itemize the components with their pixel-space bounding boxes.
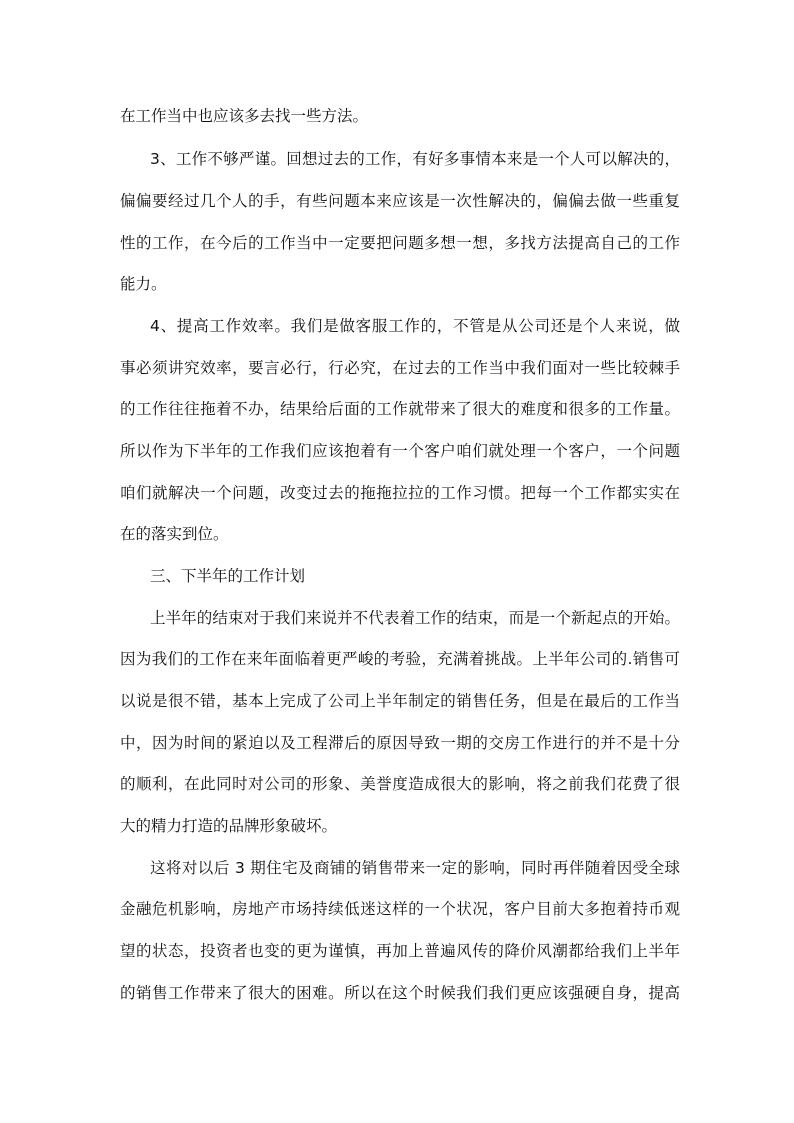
paragraph-line: 事必须讲究效率，要言必行，行必究，在过去的工作当中我们面对一些比较棘手 bbox=[120, 359, 680, 377]
paragraph-line: 能力。 bbox=[120, 275, 167, 293]
paragraph-line: 以说是很不错，基本上完成了公司上半年制定的销售任务，但是在最后的工作当 bbox=[120, 692, 680, 710]
paragraph-line: 望的状态，投资者也变的更为谨慎，再加上普遍风传的降价风潮都给我们上半年 bbox=[120, 942, 680, 960]
paragraph-line: 4、提高工作效率。我们是做客服工作的，不管是从公司还是个人来说，做 bbox=[150, 317, 680, 335]
paragraph-line: 的顺利，在此同时对公司的形象、美誉度造成很大的影响，将之前我们花费了很 bbox=[120, 775, 680, 793]
paragraph-line: 金融危机影响，房地产市场持续低迷这样的一个状况，客户目前大多抱着持币观 bbox=[120, 900, 680, 918]
paragraph-line: 3、工作不够严谨。回想过去的工作，有好多事情本来是一个人可以解决的， bbox=[150, 150, 680, 168]
section-heading: 三、下半年的工作计划 bbox=[150, 567, 306, 585]
paragraph-line: 因为我们的工作在来年面临着更严峻的考验，充满着挑战。上半年公司的.销售可 bbox=[120, 650, 680, 668]
paragraph-line: 的销售工作带来了很大的困难。所以在这个时候我们我们更应该强硬自身，提高 bbox=[120, 984, 680, 1002]
paragraph-line: 所以作为下半年的工作我们应该抱着有一个客户咱们就处理一个客户，一个问题 bbox=[120, 442, 680, 460]
paragraph-line: 这将对以后 3 期住宅及商铺的销售带来一定的影响，同时再伴随着因受全球 bbox=[150, 859, 680, 877]
paragraph-line: 咱们就解决一个问题，改变过去的拖拖拉拉的工作习惯。把每一个工作都实实在 bbox=[120, 484, 680, 502]
paragraph-line: 在的落实到位。 bbox=[120, 525, 229, 543]
paragraph-line: 上半年的结束对于我们来说并不代表着工作的结束，而是一个新起点的开始。 bbox=[150, 609, 680, 627]
paragraph-line: 偏偏要经过几个人的手，有些问题本来应该是一次性解决的，偏偏去做一些重复 bbox=[120, 192, 680, 210]
paragraph-line: 中，因为时间的紧迫以及工程滞后的原因导致一期的交房工作进行的并不是十分 bbox=[120, 734, 680, 752]
paragraph-line: 在工作当中也应该多去找一些方法。 bbox=[120, 107, 369, 125]
paragraph-line: 大的精力打造的品牌形象破坏。 bbox=[120, 817, 338, 835]
paragraph-line: 性的工作，在今后的工作当中一定要把问题多想一想，多找方法提高自己的工作 bbox=[120, 234, 680, 252]
paragraph-line: 的工作往往拖着不办，结果给后面的工作就带来了很大的难度和很多的工作量。 bbox=[120, 400, 680, 418]
